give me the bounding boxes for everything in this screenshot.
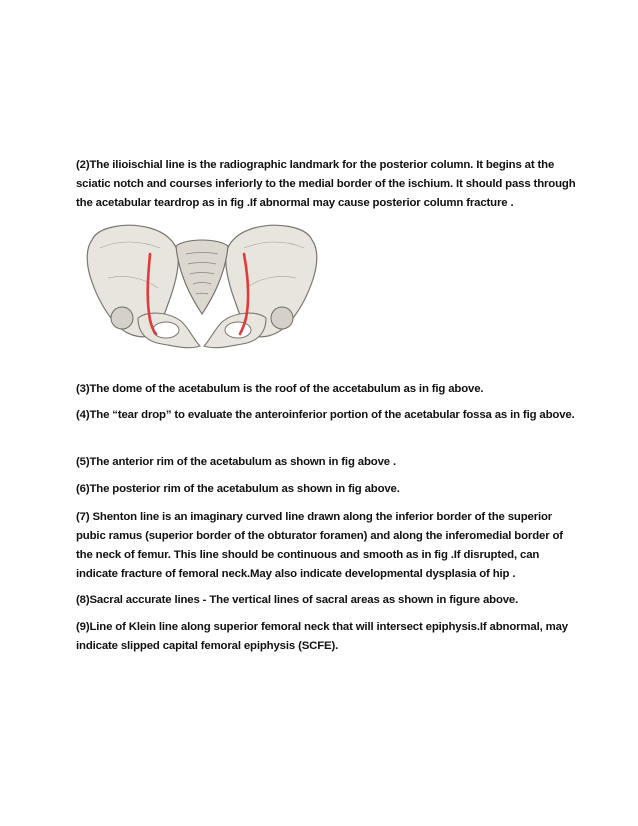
paragraph-tear-drop: (4)The “tear drop” to evaluate the anteroinferior portion of the acetabular fossa as in fig above. [76,409,575,421]
paragraph-posterior-rim: (6)The posterior rim of the acetabulum as shown in fig above. [76,483,400,495]
paragraph-shenton-line: (7) Shenton line is an imaginary curved line drawn along the inferior border of the superior pubic ramus (superior border of the obturator foramen) and along the inferomedial border of the neck of femur. This line should be continuous and smooth as in fig .If disrupted, can indicate fracture of femoral neck.May also indicate developmental dysplasia of hip . [76,511,563,580]
paragraph-klein-line: (9)Line of Klein line along superior femoral neck that will intersect epiphysis.If abnormal, may indicate slipped capital femoral epiphysis (SCFE). [76,621,568,652]
left-obturator-foramen [153,322,179,338]
pelvis-illustration [78,218,326,356]
right-acetabulum [271,307,293,329]
left-acetabulum [111,307,133,329]
paragraph-anterior-rim: (5)The anterior rim of the acetabulum as shown in fig above . [76,456,396,468]
paragraph-ilioischial-line: (2)The ilioischial line is the radiographic landmark for the posterior column. It begins at the sciatic notch and courses inferiorly to the medial border of the ischium. It should pass through the acetabular teardrop as in fig .If abnormal may cause posterior column fracture . [76,159,576,209]
right-obturator-foramen [225,322,251,338]
paragraph-acetabular-dome: (3)The dome of the acetabulum is the roof of the accetabulum as in fig above. [76,383,484,395]
sacrum [176,240,228,314]
paragraph-sacral-lines: (8)Sacral accurate lines - The vertical lines of sacral areas as shown in figure above. [76,594,519,606]
pelvis-figure [78,218,326,356]
